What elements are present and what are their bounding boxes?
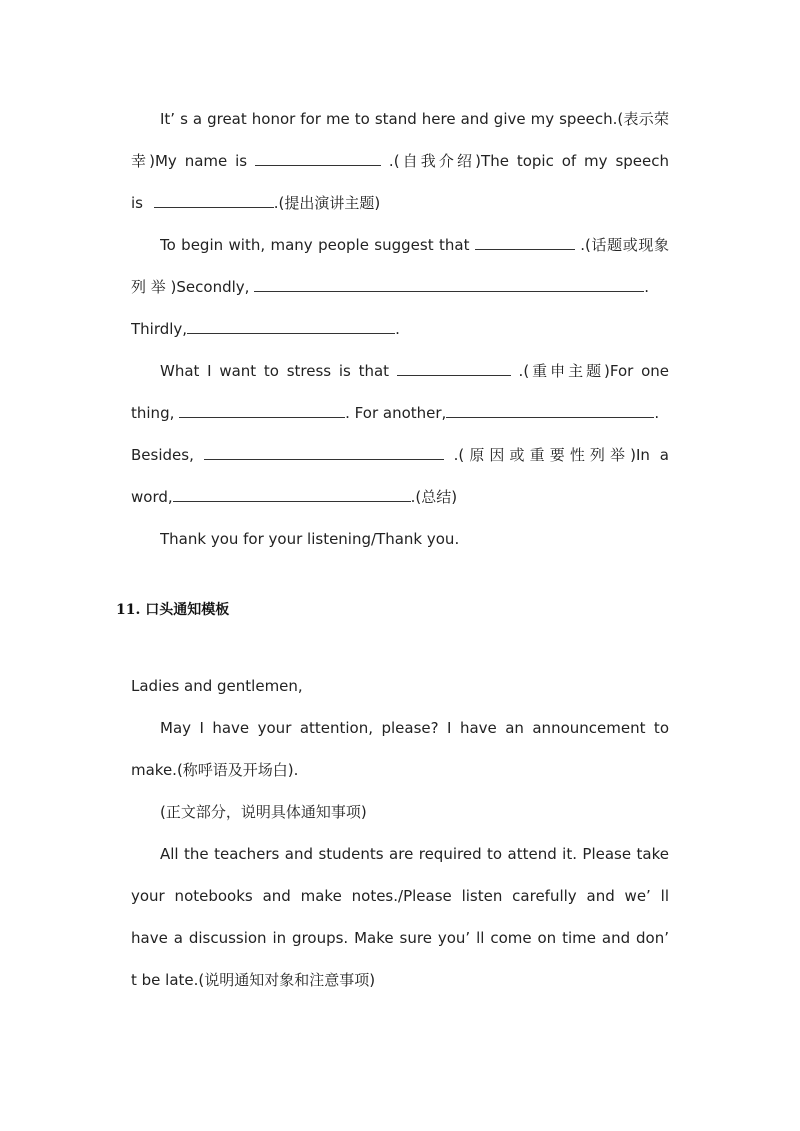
speech-line-5-text-b: . [644,278,649,296]
speech-line-3-text-a: is [131,194,143,212]
notice-p2-line-3: have a discussion in groups. Make sure you’ ll come on time and don’ [131,929,669,947]
speech-line-7-text-a: What I want to stress is that [160,362,390,380]
speech-line-2-text-a: 幸)My name is [131,152,248,170]
speech-line-8-text-c: . [654,404,660,422]
suggestion-blank [475,233,575,250]
speech-line-8-text-a: thing, [131,404,175,422]
notice-p2-line-1: All the teachers and students are required to attend it. Please take [160,845,669,863]
notice-p1-line-2: make.(称呼语及开场白). [131,761,299,779]
speech-line-6-text-a: Thirdly, [131,320,188,338]
speech-line-2-text-b: .(自我介绍)The topic of my speech [388,152,669,170]
notice-greeting: Ladies and gentlemen, [131,677,303,695]
speech-line-7-text-b: .(重申主题)For one [518,362,669,380]
speech-line-5 [131,274,669,300]
speech-line-6-text-b: . [395,320,400,338]
besides-blank [204,443,444,460]
speech-line-4-text-b: .(话题或现象 [580,236,669,254]
another-blank [446,401,654,418]
speech-line-8 [131,400,669,426]
secondly-blank [254,275,644,292]
section-heading: 11. 口头通知模板 [116,602,230,618]
notice-p2-line-4: t be late.(说明通知对象和注意事项) [131,971,376,989]
speech-line-10-text-b: .(总结) [410,488,458,506]
notice-body-note: (正文部分，说明具体通知事项) [160,803,367,821]
speech-line-2 [131,148,669,174]
speech-line-8-text-b: . For another, [345,404,447,422]
speech-line-4 [160,232,669,258]
speech-line-9-text-b: .(原因或重要性列举)In a [453,446,669,464]
notice-p1-line-1: May I have your attention, please? I have an announcement to [160,719,669,737]
notice-p2-line-2: your notebooks and make notes./Please listen carefully and we’ ll [131,887,669,905]
name-blank [255,149,381,166]
topic-blank [154,191,274,208]
thirdly-blank [187,317,395,334]
speech-line-1: It’ s a great honor for me to stand here and give my speech.(表示荣 [160,110,669,128]
speech-line-3-text-b: .(提出演讲主题) [273,194,381,212]
speech-line-10 [131,484,669,510]
speech-line-3 [131,190,669,216]
speech-line-10-text-a: word, [131,488,173,506]
one-thing-blank [179,401,345,418]
speech-line-9 [131,442,669,468]
stress-blank [397,359,511,376]
speech-line-7 [160,358,669,384]
speech-line-9-text-a: Besides, [131,446,194,464]
speech-line-4-text-a: To begin with, many people suggest that [160,236,470,254]
speech-line-6 [131,316,669,342]
speech-closing: Thank you for your listening/Thank you. [160,530,460,548]
speech-line-5-text-a: 列 举 )Secondly, [131,278,250,296]
summary-blank [173,485,411,502]
